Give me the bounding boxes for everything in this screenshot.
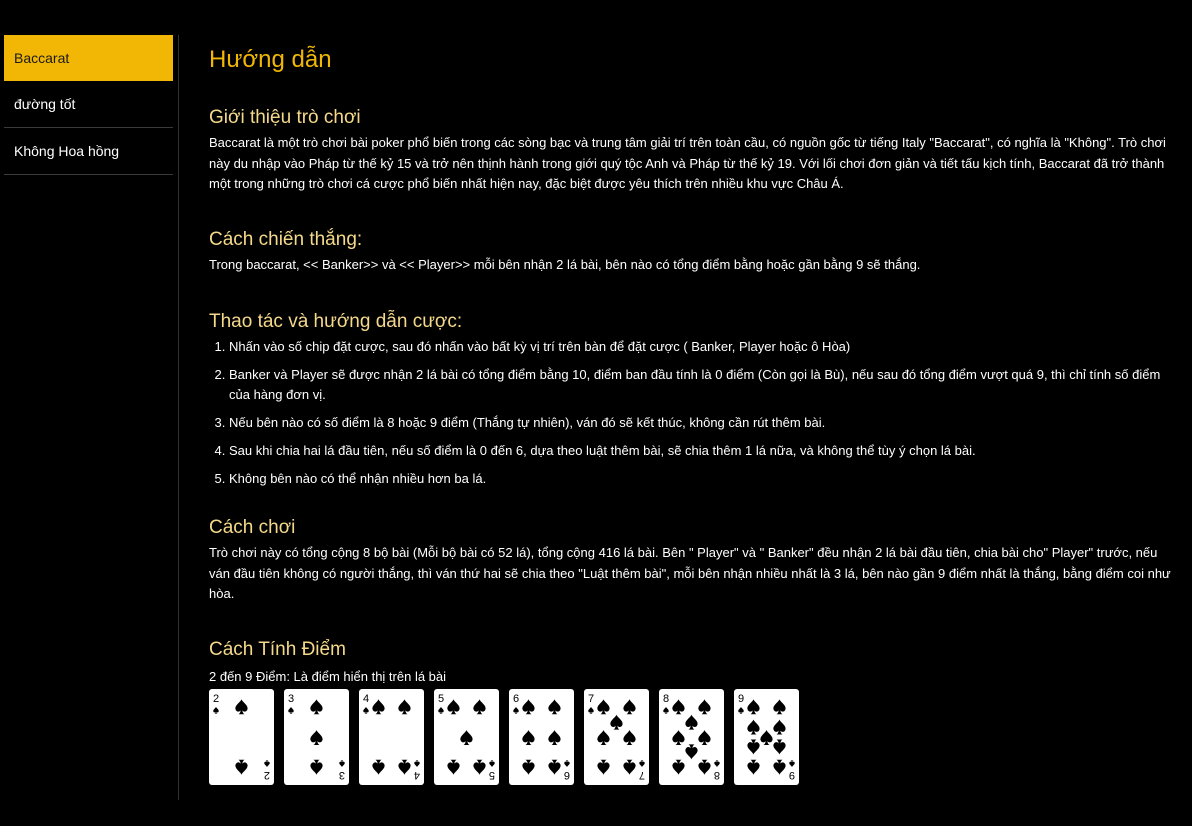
main-content [209,42,1181,785]
section-title-betting: Thao tác và hướng dẫn cược: [209,311,463,332]
card-corner-bottom [264,760,270,781]
spade-icon [548,699,560,714]
sidebar-item-baccarat[interactable]: Baccarat [4,35,173,81]
spade-icon [310,760,322,775]
scoring-caption: 2 đến 9 Điểm: Là điểm hiển thị trên lá bài [209,668,447,684]
card-rank-label: 8 [713,769,720,781]
playing-card-7 [584,689,649,785]
card-rank-label: 2 [263,769,270,781]
betting-step: 1. Nhấn vào số chip đặt cược, sau đó nhấn vào bất kỳ vị trí trên bàn để đặt cược ( Banker, Player hoặc ô Hòa) [229,337,1181,357]
spade-icon [548,760,560,775]
betting-step: 5. Không bên nào có thể nhận nhiều hơn ba lá. [229,469,1181,489]
spade-icon [773,760,785,775]
spade-icon [235,760,247,775]
playing-card-5 [434,689,499,785]
spade-icon [522,699,534,714]
spade-icon [747,719,759,734]
spade-icon [663,707,669,714]
card-rank-label: 6 [563,769,570,781]
card-rank-label: 3 [288,693,295,705]
spade-icon [773,699,785,714]
intro-text: Baccarat là một trò chơi bài poker phổ biến trong các sòng bạc và trung tâm giải trí trên toàn cầu, có nguồn gốc từ tiếng Italy "Baccarat", có nghĩa là "Không". Trò chơi này du nhập vào Pháp từ thế kỷ 15 và trở nên thịnh hành trong giới quý tộc Anh và Pháp từ thế kỷ 19. Với lối chơi đơn giản và tiết tấu kịch tính, Baccarat đã trở thành một trong những trò chơi cá cược phổ biến nhất hiện nay, đặc biệt được yêu thích trên nhiều khu vực Châu Á. [209,135,1166,191]
card-corner-bottom [714,760,720,781]
betting-step: 3. Nếu bên nào có số điểm là 8 hoặc 9 điểm (Thắng tự nhiên), ván đó sẽ kết thúc, không cần rút thêm bài. [229,413,1181,433]
card-face [359,689,424,785]
section-title-win: Cách chiến thắng: [209,228,363,250]
card-row [209,689,1181,785]
card-rank-label: 9 [738,693,745,705]
card-rank-label: 4 [413,769,420,781]
card-corner-bottom [489,760,495,781]
spade-icon [398,760,410,775]
section-title-scoring: Cách Tính Điểm [209,638,346,660]
spade-icon [310,730,322,745]
sidebar-item-no-commission[interactable]: Không Hoa hồng [4,128,173,175]
betting-step: 4. Sau khi chia hai lá đầu tiên, nếu số điểm là 0 đến 6, dựa theo luật thêm bài, sẽ chia thêm 1 lá nữa, và không thể tùy ý chọn lá bài. [229,441,1181,461]
card-rank-label: 4 [363,693,370,705]
spade-icon [564,760,570,767]
spade-icon [698,760,710,775]
spade-icon [339,760,345,767]
spade-icon [685,744,697,759]
spade-icon [522,730,534,745]
spade-icon [623,699,635,714]
card-face [434,689,499,785]
card-rank-label: 8 [663,693,670,705]
card-face [734,689,799,785]
spade-icon [310,699,322,714]
spade-icon [789,760,795,767]
card-face [284,689,349,785]
card-corner-bottom [789,760,795,781]
spade-icon [773,740,785,755]
card-rank-label: 7 [638,769,645,781]
card-corner-bottom [339,760,345,781]
spade-icon [513,707,519,714]
spade-icon [773,719,785,734]
card-corner-bottom [639,760,645,781]
spade-icon [623,760,635,775]
spade-icon [473,760,485,775]
howto-text: Trò chơi này có tổng cộng 8 bộ bài (Mỗi bộ bài có 52 lá), tổng cộng 416 lá bài. Bên " Player" và " Banker" đều nhận 2 lá bài đầu tiên, chia bài cho" Player" trước, nếu ván đầu tiên không có người thắng, thì ván thứ hai sẽ chia theo "Luật thêm bài", mỗi bên nhận nhiều nhất là 3 lá, bên nào gần 9 điểm nhất là thắng, bằng điểm coi như hòa. [209,545,1171,601]
card-rank-label: 9 [788,769,795,781]
playing-card-4 [359,689,424,785]
section-title-howto: Cách chơi [209,517,296,538]
spade-icon [672,760,684,775]
spade-icon [460,730,472,745]
card-rank-label: 3 [338,769,345,781]
spade-icon [597,730,609,745]
spade-icon [438,707,444,714]
playing-card-9 [734,689,799,785]
spade-icon [363,707,369,714]
card-face [584,689,649,785]
spade-icon [698,730,710,745]
spade-icon [398,699,410,714]
sidebar [4,35,173,175]
spade-icon [447,699,459,714]
spade-icon [639,760,645,767]
betting-step: 2. Banker và Player sẽ được nhận 2 lá bài có tổng điểm bằng 10, điểm ban đầu tính là 0 điểm (Còn gọi là Bù), nếu sau đó tổng điểm vượt quá 9, thì chỉ tính số điểm của hàng đơn vị. [229,365,1181,405]
spade-icon [672,730,684,745]
card-face [209,689,274,785]
betting-steps [209,337,1181,489]
spade-icon [672,699,684,714]
sidebar-divider [178,35,179,800]
page-title: Hướng dẫn [209,46,332,73]
spade-icon [610,715,622,730]
spade-icon [264,760,270,767]
spade-icon [213,707,219,714]
playing-card-8 [659,689,724,785]
card-corner-bottom [414,760,420,781]
playing-card-6 [509,689,574,785]
spade-icon [588,707,594,714]
spade-icon [522,760,534,775]
spade-icon [747,760,759,775]
spade-icon [760,730,772,745]
spade-icon [698,699,710,714]
sidebar-item-good-road[interactable]: đường tốt [4,81,173,128]
playing-card-3 [284,689,349,785]
spade-icon [623,730,635,745]
spade-icon [738,707,744,714]
card-face [659,689,724,785]
spade-icon [747,740,759,755]
win-text: Trong baccarat, << Banker>> và << Player>> mỗi bên nhận 2 lá bài, bên nào có tổng điểm bằng hoặc gần bằng 9 sẽ thắng. [209,256,921,272]
spade-icon [414,760,420,767]
spade-icon [597,699,609,714]
card-rank-label: 2 [213,693,220,705]
card-rank-label: 7 [588,693,595,705]
card-rank-label: 5 [488,769,495,781]
spade-icon [714,760,720,767]
spade-icon [372,760,384,775]
playing-card-2 [209,689,274,785]
spade-icon [747,699,759,714]
spade-icon [597,760,609,775]
spade-icon [447,760,459,775]
spade-icon [548,730,560,745]
spade-icon [473,699,485,714]
spade-icon [235,699,247,714]
card-face [509,689,574,785]
spade-icon [685,715,697,730]
spade-icon [288,707,294,714]
card-rank-label: 6 [513,693,520,705]
spade-icon [372,699,384,714]
card-corner-bottom [564,760,570,781]
spade-icon [489,760,495,767]
card-rank-label: 5 [438,693,445,705]
section-title-intro: Giới thiệu trò chơi [209,107,361,128]
